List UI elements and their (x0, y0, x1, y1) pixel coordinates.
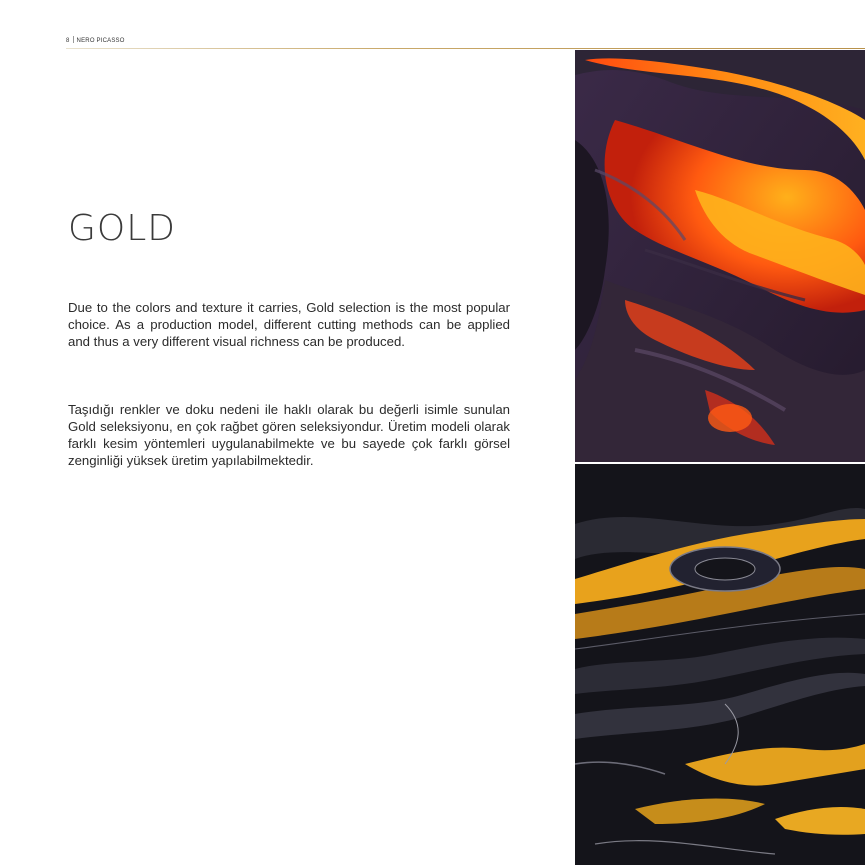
turkish-paragraph: Taşıdığı renkler ve doku nedeni ile haklı olarak bu değerli isimle sunulan Gold seleksiyonu, en çok rağbet gören seleksiyondur. Üretim modeli olarak farklı kesim yöntemleri uygulanabilmekte ve bu sayede çok farklı görsel zenginliği yüksek üretim yapılabilmektedir. (68, 402, 510, 468)
english-paragraph: Due to the colors and texture it carries, Gold selection is the most popular choice. As a production model, different cutting methods can be applied and thus a very different visual richness can be produced. (68, 300, 510, 349)
header-separator (73, 36, 74, 43)
page-header (66, 36, 125, 44)
header-rule (66, 48, 865, 49)
lava-photo (575, 50, 865, 462)
brand-name: NERO PICASSO (76, 38, 125, 44)
page-number: 8 (66, 38, 70, 44)
page-title: GOLD (68, 208, 177, 249)
marble-photo (575, 464, 865, 865)
